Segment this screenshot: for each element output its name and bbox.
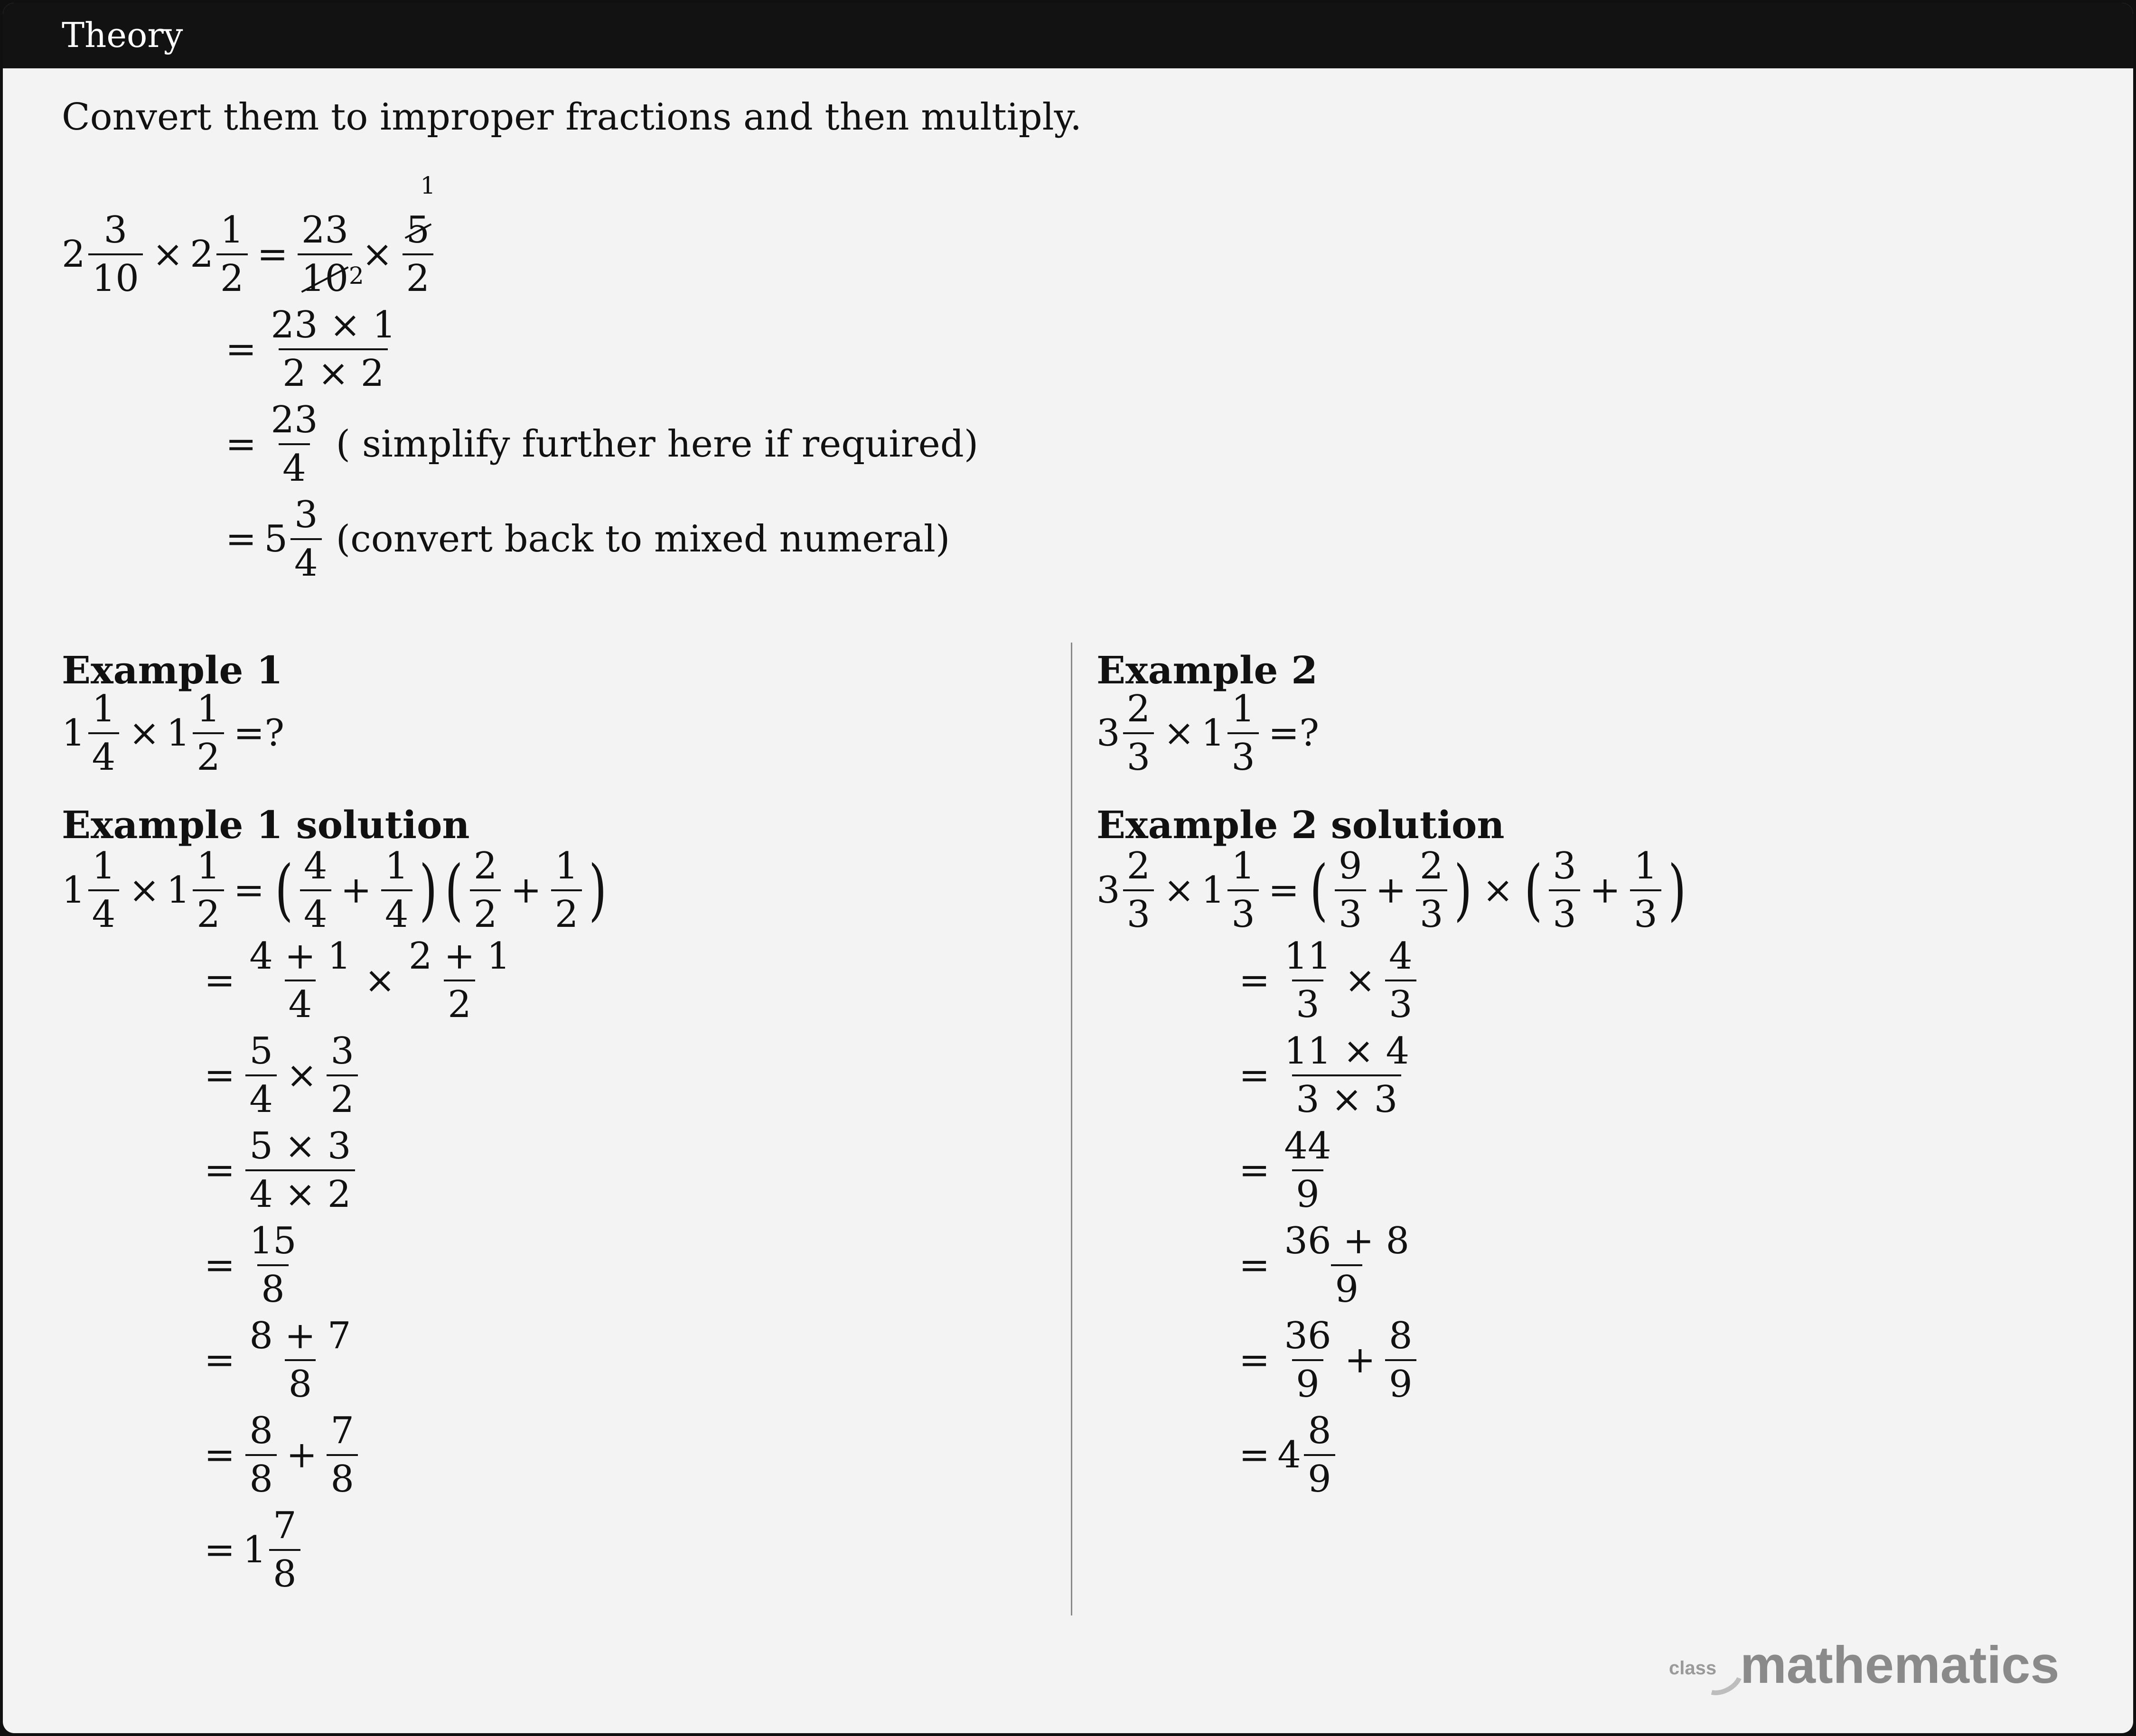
theory-card (3, 3, 2133, 1733)
example-1-question: 1 $\frac{1}{4}$ × 1 $\frac{1}{2}$ =? (62, 688, 285, 779)
ex2-step-2: = $\frac{11}{3}$ × $\frac{4}{3}$ (1239, 933, 1690, 1028)
fraction: $\frac{23}{4}$ (271, 399, 318, 490)
ex2-step-3: = $\frac{11 \times 4}{3 \times 3}$ (1239, 1030, 1410, 1121)
example-1-title: Example 1 (62, 648, 283, 692)
fraction: $\frac{3}{4}$ (290, 496, 322, 582)
header-title: Theory (62, 15, 183, 55)
ex1-step-1: 1 $\frac{1}{4}$ × 1 $\frac{1}{2}$ = ( $\frac{4}{4}$ + $\frac{1}{4}$ ) ( $\frac{2}{2}$ + $\frac{1}{2}$ ) (62, 845, 607, 936)
main-step-3: = $\frac{23}{4}$ ( simplify further here if required) (225, 399, 979, 490)
example-2-title: Example 2 (1096, 648, 1318, 692)
ex1-step-5: = $\frac{15}{8}$ (204, 1220, 297, 1311)
cancel-fraction: 23 10 2 (298, 212, 352, 297)
ex1-step-2: = $\frac{4 + 1}{4}$ × $\frac{2 + 1}{2}$ (204, 935, 511, 1026)
example-1 (62, 647, 611, 1597)
ex1-steps (204, 933, 611, 1597)
example-2-question: 3 $\frac{2}{3}$ × 1 $\frac{1}{3}$ =? (1096, 688, 1320, 779)
column-divider (1071, 643, 1072, 1615)
example-1-solution-title: Example 1 solution (62, 803, 470, 847)
ex1-step-4: = $\frac{5 \times 3}{4 \times 2}$ (204, 1123, 611, 1218)
ex2-step-7: = 4 $\frac{8}{9}$ (1239, 1408, 1690, 1503)
ex1-step-6: = $\frac{8 + 7}{8}$ (204, 1315, 351, 1406)
ex2-steps (1239, 933, 1690, 1503)
logo-swoosh (1712, 1678, 1739, 1693)
intro-text: Convert them to improper fractions and then multiply. (62, 96, 1082, 139)
ex2-step-6: = $\frac{36}{9}$ + $\frac{8}{9}$ (1239, 1313, 1690, 1408)
header-bar (3, 3, 2133, 68)
fraction: $\frac{1}{2}$ (216, 212, 248, 297)
ex2-step-1: 3 $\frac{2}{3}$ × 1 $\frac{1}{3}$ = ( $\frac{9}{3}$ + $\frac{2}{3}$ ) × ( $\frac{3}{3}$ + $\frac{1}{3}$ ) (1096, 845, 1686, 936)
example-2 (1096, 647, 1690, 1503)
main-step-1: 2 $\frac{3}{10}$ × 2 $\frac{1}{2}$ = 23 10 2 × 5 2 1 (62, 172, 436, 300)
logo-big-text: mathematics (1740, 1636, 2060, 1694)
class-mathematics-logo (1664, 1631, 2082, 1697)
main-step-4: = 5 $\frac{3}{4}$ (convert back to mixed numeral) (225, 494, 950, 585)
ex2-step-4: = $\frac{44}{9}$ (1239, 1125, 1331, 1216)
ex1-step-3: = $\frac{5}{4}$ × $\frac{3}{2}$ (204, 1028, 611, 1123)
logo-small-text: class (1669, 1658, 1717, 1679)
fraction: $\frac{23 \times 1}{2 \times 2}$ (271, 304, 396, 395)
main-step-2: = $\frac{23 \times 1}{2 \times 2}$ (225, 302, 978, 397)
ex1-step-7: = $\frac{8}{8}$ + $\frac{7}{8}$ (204, 1408, 611, 1503)
example-2-solution-title: Example 2 solution (1096, 803, 1505, 847)
theory-content (62, 95, 1082, 140)
ex2-step-5: = $\frac{36 + 8}{9}$ (1239, 1220, 1410, 1311)
fraction: $\frac{3}{10}$ (88, 212, 143, 297)
main-equation (62, 172, 979, 587)
ex1-step-8: = 1 $\frac{7}{8}$ (204, 1503, 611, 1597)
cancel-fraction: 5 2 1 (403, 212, 434, 297)
